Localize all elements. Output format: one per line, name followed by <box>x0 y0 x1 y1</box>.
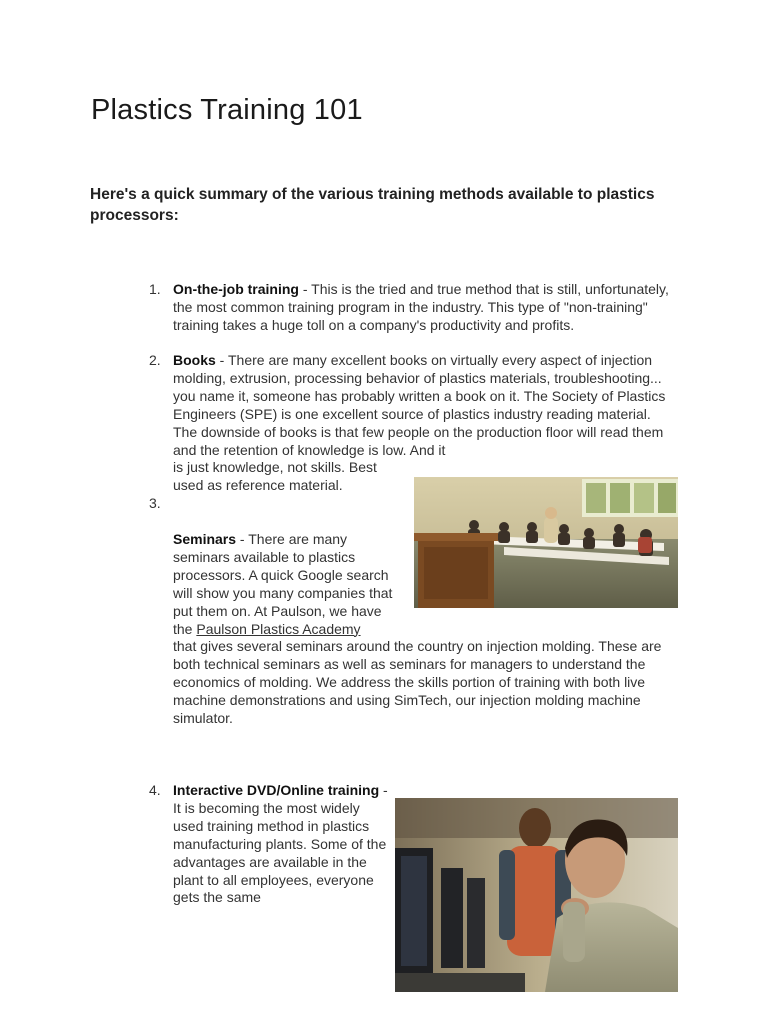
list-item-seminars <box>173 531 673 728</box>
item-text: - There are many seminars available to plastics processors. A quick Google search will show you many companies that put them on. At Paulson, we have the <box>173 531 393 637</box>
item-heading: Interactive DVD/Online training <box>173 782 380 798</box>
item-text-narrow <box>173 531 403 638</box>
item-text-tail: is just knowledge, not skills. Best used as reference material. <box>173 459 377 494</box>
list-number: 4. <box>149 782 161 798</box>
item-heading: On-the-job training <box>173 281 299 297</box>
item-text: - It is becoming the most widely used training method in plastics manufacturing plants. Some of the advantages are available in the plant to all employees, everyone gets the same <box>173 782 388 906</box>
paulson-plastics-academy-link[interactable]: Paulson Plastics Academy <box>196 620 361 637</box>
list-number: 1. <box>149 281 161 297</box>
item-text-after-link: that gives several seminars around the country on injection molding. These are both technical seminars as well as seminars for managers to understand the economics of molding. We address the skills portion of training with both live machine demonstrations and using SimTech, our injection molding machine simulator. <box>173 638 662 727</box>
list-item-on-the-job-training <box>149 281 673 335</box>
list-number: 3. <box>149 495 161 511</box>
list-number: 2. <box>149 352 161 368</box>
item-text: - There are many excellent books on virtually every aspect of injection molding, extrusion, processing behavior of plastics materials, troubleshooting... you name it, someone has probably written a book on it. The Society of Plastics Engineers (SPE) is one excellent source of plastics industry reading material. The downside of books is that few people on the production floor will read them and the retention of knowledge is low. And it <box>173 352 666 458</box>
item-heading: Seminars <box>173 531 237 547</box>
item-heading: Books <box>173 352 216 368</box>
item-text: - This is the tried and true method that is still, unfortunately, the most common training program in the industry. This type of "non-training" training takes a huge toll on a company's productivity and profits. <box>173 281 669 333</box>
list-item-interactive-dvd-online-training <box>149 782 388 907</box>
page-subtitle: Here's a quick summary of the various training methods available to plastics processors: <box>90 186 655 224</box>
list-item-books <box>149 352 678 495</box>
page-title: Plastics Training 101 <box>91 94 363 126</box>
computer-training-photo <box>395 798 678 992</box>
